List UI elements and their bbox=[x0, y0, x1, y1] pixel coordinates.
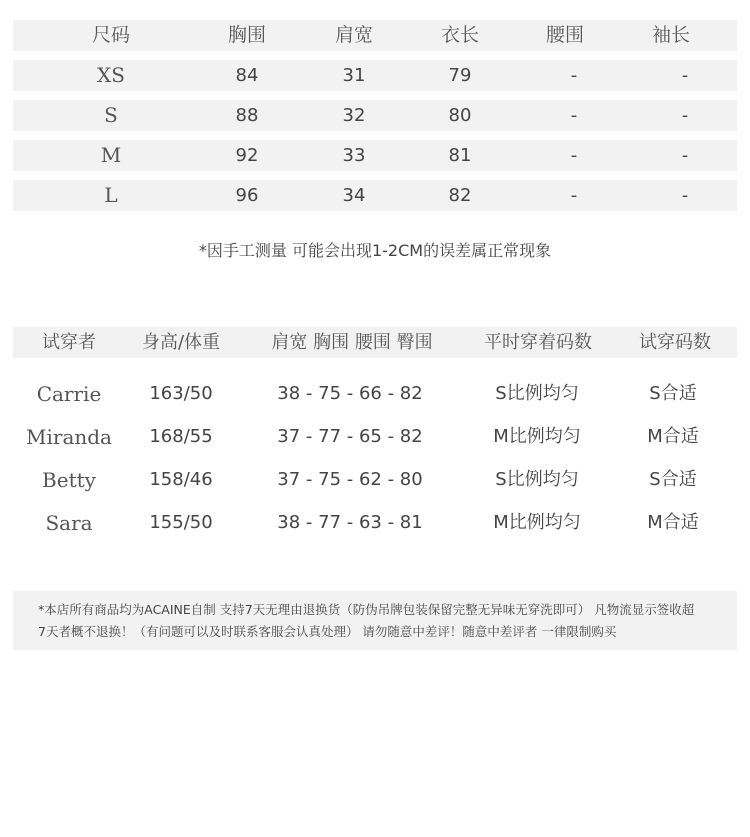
length-value: 79 bbox=[448, 65, 472, 86]
header-size: 尺码 bbox=[91, 24, 131, 46]
length-value: 81 bbox=[448, 145, 472, 166]
header-shoulder: 肩宽 bbox=[334, 24, 374, 46]
bust-value: 96 bbox=[235, 185, 259, 206]
measurements: 37 - 77 - 65 - 82 bbox=[277, 426, 423, 447]
height-weight: 158/46 bbox=[149, 469, 213, 490]
header-bust: 胸围 bbox=[227, 24, 267, 46]
tried-size: M合适 bbox=[647, 426, 699, 447]
tried-size: S合适 bbox=[649, 469, 697, 490]
size-chart-table bbox=[13, 20, 737, 220]
policy-line: 7天者概不退换！（有问题可以及时联系客服会认真处理） 请勿随意中差评！随意中差评者 一律限制购买 bbox=[38, 624, 617, 639]
header-measurements: 肩宽 胸围 腰围 臀围 bbox=[271, 332, 433, 353]
length-value: 82 bbox=[448, 185, 472, 206]
header-tried-size: 试穿码数 bbox=[639, 332, 711, 353]
table-row bbox=[13, 416, 737, 459]
measurements: 37 - 75 - 62 - 80 bbox=[277, 469, 423, 490]
header-height-weight: 身高/体重 bbox=[141, 332, 221, 353]
waist-value: - bbox=[570, 185, 578, 206]
table-row bbox=[13, 180, 737, 211]
length-value: 80 bbox=[448, 105, 472, 126]
measurements: 38 - 77 - 63 - 81 bbox=[277, 512, 423, 533]
table-row bbox=[13, 100, 737, 131]
usual-size: S比例均匀 bbox=[495, 383, 579, 404]
fit-chart-header bbox=[13, 327, 737, 358]
header-usual-size: 平时穿着码数 bbox=[484, 332, 592, 353]
header-model: 试穿者 bbox=[42, 332, 96, 353]
waist-value: - bbox=[570, 105, 578, 126]
shoulder-value: 32 bbox=[342, 105, 366, 126]
bust-value: 88 bbox=[235, 105, 259, 126]
shoulder-value: 34 bbox=[342, 185, 366, 206]
model-name: Miranda bbox=[26, 425, 112, 449]
return-policy-note bbox=[13, 591, 737, 650]
sleeve-value: - bbox=[681, 105, 689, 126]
height-weight: 155/50 bbox=[149, 512, 213, 533]
size-label: S bbox=[104, 103, 118, 127]
header-sleeve: 袖长 bbox=[651, 24, 691, 46]
sleeve-value: - bbox=[681, 185, 689, 206]
size-label: XS bbox=[97, 63, 125, 87]
header-waist: 腰围 bbox=[545, 24, 585, 46]
header-length: 衣长 bbox=[440, 24, 480, 46]
height-weight: 168/55 bbox=[149, 426, 213, 447]
measurements: 38 - 75 - 66 - 82 bbox=[277, 383, 423, 404]
bust-value: 92 bbox=[235, 145, 259, 166]
table-row bbox=[13, 459, 737, 502]
size-label: M bbox=[100, 143, 122, 167]
tried-size: M合适 bbox=[647, 512, 699, 533]
model-name: Sara bbox=[45, 511, 93, 535]
bust-value: 84 bbox=[235, 65, 259, 86]
model-name: Betty bbox=[42, 468, 96, 492]
shoulder-value: 31 bbox=[342, 65, 366, 86]
height-weight: 163/50 bbox=[149, 383, 213, 404]
waist-value: - bbox=[570, 145, 578, 166]
size-label: L bbox=[104, 183, 118, 207]
table-row bbox=[13, 502, 737, 545]
table-row bbox=[13, 60, 737, 91]
usual-size: S比例均匀 bbox=[495, 469, 579, 490]
size-chart-header bbox=[13, 20, 737, 51]
policy-line: *本店所有商品均为ACAINE自制 支持7天无理由退换货（防伪吊牌包装保留完整无异味无穿洗即可） 凡物流显示签收超 bbox=[38, 602, 695, 617]
fit-chart-table bbox=[13, 327, 737, 545]
usual-size: M比例均匀 bbox=[493, 512, 581, 533]
table-row bbox=[13, 373, 737, 416]
measurement-note: *因手工测量 可能会出现1-2CM的误差属正常现象 bbox=[198, 241, 552, 260]
shoulder-value: 33 bbox=[342, 145, 366, 166]
usual-size: M比例均匀 bbox=[493, 426, 581, 447]
table-row bbox=[13, 140, 737, 171]
sleeve-value: - bbox=[681, 145, 689, 166]
waist-value: - bbox=[570, 65, 578, 86]
tried-size: S合适 bbox=[649, 383, 697, 404]
sleeve-value: - bbox=[681, 65, 689, 86]
model-name: Carrie bbox=[36, 382, 102, 406]
